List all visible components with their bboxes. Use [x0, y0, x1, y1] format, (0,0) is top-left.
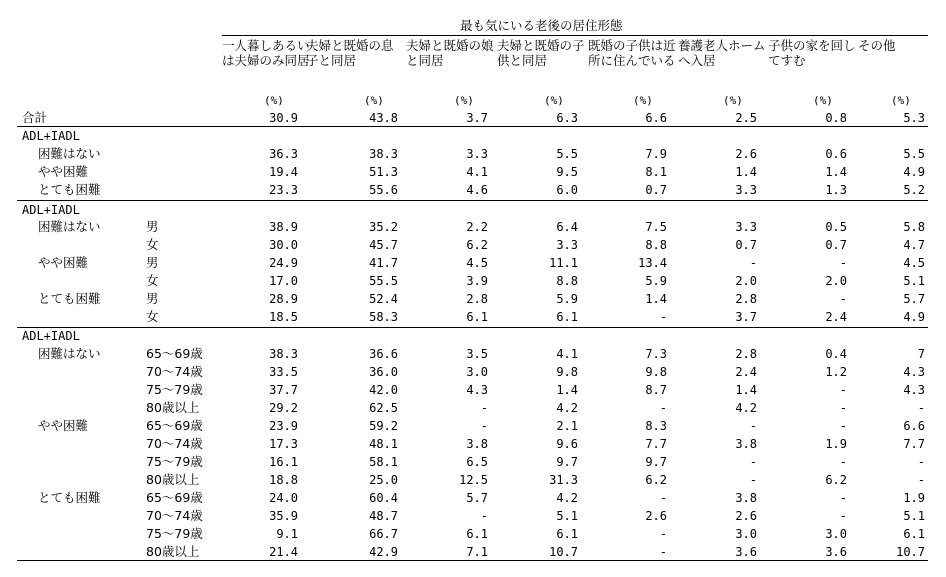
section2-row-cell: 0.5: [825, 220, 847, 234]
sub-label: 男: [146, 255, 159, 270]
total-row-cell: 3.7: [466, 111, 488, 125]
sub-label: 80歳以上: [146, 400, 200, 415]
section3-row-cell: 6.5: [466, 455, 488, 469]
total-row-cell: 6.3: [556, 111, 578, 125]
section3-row-cell: 38.3: [269, 347, 298, 361]
section3-row-cell: 42.0: [369, 383, 398, 397]
section2-row-cell: -: [659, 310, 667, 324]
section2-row-cell: 38.9: [269, 220, 298, 234]
section2-row-cell: 24.9: [269, 256, 298, 270]
sub-label: 男: [146, 219, 159, 234]
section2-row-cell: 17.0: [269, 274, 298, 288]
section2-row-cell: 6.2: [466, 238, 488, 252]
section2-row-cell: 2.2: [466, 220, 488, 234]
sub-label: 80歳以上: [146, 544, 200, 559]
section3-row-cell: -: [839, 491, 847, 505]
section3-row-cell: -: [839, 383, 847, 397]
section2-row-cell: 4.7: [903, 238, 925, 252]
section3-row-cell: 3.5: [466, 347, 488, 361]
section1-row-cell: 1.4: [825, 165, 847, 179]
unit-label: (%): [264, 94, 284, 107]
section3-row-cell: 6.1: [466, 527, 488, 541]
column-header: 夫婦と既婚の娘と同居: [406, 38, 494, 68]
section2-row-cell: -: [839, 256, 847, 270]
unit-label: (%): [454, 94, 474, 107]
section1-row-cell: 6.0: [556, 183, 578, 197]
section3-row-cell: 59.2: [369, 419, 398, 433]
column-header: 子供の家を回してすむ: [768, 38, 856, 68]
section-divider: [17, 200, 928, 201]
section2-row-cell: 11.1: [549, 256, 578, 270]
section2-row-cell: 5.1: [903, 274, 925, 288]
section3-row-cell: 3.6: [735, 545, 757, 559]
section3-row-cell: 33.5: [269, 365, 298, 379]
total-row-cell: 43.8: [369, 111, 398, 125]
section3-row-cell: -: [749, 455, 757, 469]
sub-label: 女: [146, 273, 159, 288]
section2-row-cell: 5.7: [903, 292, 925, 306]
total-row-cell: 2.5: [735, 111, 757, 125]
section-label: ADL+IADL: [22, 329, 80, 343]
section3-row-cell: 1.9: [825, 437, 847, 451]
section2-row-cell: 8.8: [556, 274, 578, 288]
section2-row-cell: 4.5: [466, 256, 488, 270]
section3-row-cell: 6.2: [825, 473, 847, 487]
section2-row-cell: 58.3: [369, 310, 398, 324]
section2-row-cell: -: [839, 292, 847, 306]
section3-row-cell: 8.3: [645, 419, 667, 433]
section1-row-cell: 1.4: [735, 165, 757, 179]
section2-row-cell: 6.4: [556, 220, 578, 234]
section3-row-cell: 1.4: [556, 383, 578, 397]
section1-row-cell: 8.1: [645, 165, 667, 179]
section2-row-cell: 18.5: [269, 310, 298, 324]
section3-row-cell: -: [839, 455, 847, 469]
section1-row-cell: 19.4: [269, 165, 298, 179]
section1-row-cell: 4.1: [466, 165, 488, 179]
section1-row-cell: 38.3: [369, 147, 398, 161]
section3-row-cell: -: [480, 401, 488, 415]
section3-row-cell: 7.3: [645, 347, 667, 361]
section3-row-cell: 10.7: [896, 545, 925, 559]
section3-row-cell: 10.7: [549, 545, 578, 559]
sub-label: 男: [146, 291, 159, 306]
group-label: 困難はない: [38, 346, 101, 361]
group-label: やや困難: [38, 255, 89, 270]
sub-label: 65～69歳: [146, 346, 203, 361]
section3-row-cell: 0.4: [825, 347, 847, 361]
column-header: 一人暮しあるいは夫婦のみ同居: [222, 38, 310, 68]
sub-label: 女: [146, 237, 159, 252]
section3-row-cell: 3.0: [825, 527, 847, 541]
row-label: やや困難: [38, 164, 89, 179]
title-underline: [222, 35, 928, 36]
section2-row-cell: 35.2: [369, 220, 398, 234]
section2-row-cell: 5.9: [556, 292, 578, 306]
section3-row-cell: 9.7: [645, 455, 667, 469]
section3-row-cell: 9.1: [276, 527, 298, 541]
section3-row-cell: 23.9: [269, 419, 298, 433]
section3-row-cell: 2.8: [735, 347, 757, 361]
section2-row-cell: 2.8: [735, 292, 757, 306]
column-header: 夫婦と既婚の子供と同居: [497, 38, 585, 68]
section3-row-cell: 48.1: [369, 437, 398, 451]
section2-row-cell: 41.7: [369, 256, 398, 270]
section3-row-cell: 36.0: [369, 365, 398, 379]
section2-row-cell: -: [749, 256, 757, 270]
total-row-cell: 0.8: [825, 111, 847, 125]
section2-row-cell: 0.7: [825, 238, 847, 252]
section3-row-cell: -: [659, 401, 667, 415]
section3-row-cell: -: [659, 491, 667, 505]
total-row-cell: 6.6: [645, 111, 667, 125]
section3-row-cell: 7.7: [903, 437, 925, 451]
section2-row-cell: 30.0: [269, 238, 298, 252]
section3-row-cell: 37.7: [269, 383, 298, 397]
sub-label: 65～69歳: [146, 418, 203, 433]
sub-label: 75～79歳: [146, 454, 203, 469]
section3-row-cell: 58.1: [369, 455, 398, 469]
section1-row-cell: 0.6: [825, 147, 847, 161]
section2-row-cell: 5.9: [645, 274, 667, 288]
column-header: 養護老人ホームへ入居: [678, 38, 766, 68]
group-label: とても困難: [38, 291, 101, 306]
section3-row-cell: 9.6: [556, 437, 578, 451]
section3-row-cell: 62.5: [369, 401, 398, 415]
section3-row-cell: 21.4: [269, 545, 298, 559]
section1-row-cell: 3.3: [735, 183, 757, 197]
section3-row-cell: 1.4: [735, 383, 757, 397]
section3-row-cell: 6.1: [903, 527, 925, 541]
column-header: その他: [858, 38, 896, 53]
section3-row-cell: 1.9: [903, 491, 925, 505]
section3-row-cell: 36.6: [369, 347, 398, 361]
section3-row-cell: 48.7: [369, 509, 398, 523]
section3-row-cell: 17.3: [269, 437, 298, 451]
group-label: とても困難: [38, 490, 101, 505]
section2-row-cell: 13.4: [638, 256, 667, 270]
section3-row-cell: -: [480, 509, 488, 523]
total-row-cell: 5.3: [903, 111, 925, 125]
section3-row-cell: -: [659, 545, 667, 559]
section3-row-cell: 2.6: [735, 509, 757, 523]
section3-row-cell: 1.2: [825, 365, 847, 379]
section3-row-cell: 4.2: [556, 401, 578, 415]
section3-row-cell: 9.7: [556, 455, 578, 469]
section3-row-cell: 4.3: [903, 365, 925, 379]
table-title: 最も気にいる老後の居住形態: [460, 18, 623, 33]
section2-row-cell: 4.5: [903, 256, 925, 270]
section3-row-cell: 3.8: [735, 437, 757, 451]
total-label: 合計: [22, 110, 48, 125]
unit-label: (%): [633, 94, 653, 107]
sub-label: 80歳以上: [146, 472, 200, 487]
section3-row-cell: 12.5: [459, 473, 488, 487]
section1-row-cell: 4.9: [903, 165, 925, 179]
unit-label: (%): [891, 94, 911, 107]
section3-row-cell: 60.4: [369, 491, 398, 505]
section2-row-cell: 7.5: [645, 220, 667, 234]
section3-row-cell: 6.2: [645, 473, 667, 487]
section2-row-cell: 2.4: [825, 310, 847, 324]
section3-row-cell: 4.3: [903, 383, 925, 397]
section-divider: [17, 327, 928, 328]
section1-row-cell: 36.3: [269, 147, 298, 161]
section1-row-cell: 7.9: [645, 147, 667, 161]
section3-row-cell: 3.8: [466, 437, 488, 451]
unit-label: (%): [364, 94, 384, 107]
sub-label: 75～79歳: [146, 382, 203, 397]
section3-row-cell: -: [749, 473, 757, 487]
section3-row-cell: 24.0: [269, 491, 298, 505]
section3-row-cell: 25.0: [369, 473, 398, 487]
section2-row-cell: 8.8: [645, 238, 667, 252]
section3-row-cell: 7.7: [645, 437, 667, 451]
section3-row-cell: 2.4: [735, 365, 757, 379]
section1-row-cell: 23.3: [269, 183, 298, 197]
section2-row-cell: 5.8: [903, 220, 925, 234]
section3-row-cell: 4.1: [556, 347, 578, 361]
section2-row-cell: 52.4: [369, 292, 398, 306]
section3-row-cell: 7.1: [466, 545, 488, 559]
sub-label: 70～74歳: [146, 508, 203, 523]
section1-row-cell: 5.5: [903, 147, 925, 161]
section3-row-cell: 3.0: [466, 365, 488, 379]
section1-row-cell: 2.6: [735, 147, 757, 161]
section3-row-cell: -: [917, 473, 925, 487]
section1-row-cell: 51.3: [369, 165, 398, 179]
section3-row-cell: 5.7: [466, 491, 488, 505]
unit-label: (%): [813, 94, 833, 107]
section3-row-cell: 3.6: [825, 545, 847, 559]
section2-row-cell: 1.4: [645, 292, 667, 306]
section3-row-cell: 3.0: [735, 527, 757, 541]
section3-row-cell: 29.2: [269, 401, 298, 415]
section3-row-cell: 9.8: [645, 365, 667, 379]
section1-row-cell: 0.7: [645, 183, 667, 197]
row-label: 困難はない: [38, 146, 101, 161]
section1-row-cell: 1.3: [825, 183, 847, 197]
section3-row-cell: 9.8: [556, 365, 578, 379]
section3-row-cell: 5.1: [903, 509, 925, 523]
section3-row-cell: 8.7: [645, 383, 667, 397]
section2-row-cell: 45.7: [369, 238, 398, 252]
section2-row-cell: 6.1: [556, 310, 578, 324]
sub-label: 女: [146, 309, 159, 324]
section3-row-cell: -: [917, 455, 925, 469]
section3-row-cell: 3.8: [735, 491, 757, 505]
section2-row-cell: 2.0: [735, 274, 757, 288]
section1-row-cell: 3.3: [466, 147, 488, 161]
section2-row-cell: 3.9: [466, 274, 488, 288]
section1-row-cell: 9.5: [556, 165, 578, 179]
section2-row-cell: 3.3: [556, 238, 578, 252]
section2-row-cell: 6.1: [466, 310, 488, 324]
section2-row-cell: 3.7: [735, 310, 757, 324]
section3-row-cell: 6.6: [903, 419, 925, 433]
unit-label: (%): [723, 94, 743, 107]
section3-row-cell: 18.8: [269, 473, 298, 487]
section-label: ADL+IADL: [22, 129, 80, 143]
section1-row-cell: 5.5: [556, 147, 578, 161]
group-label: 困難はない: [38, 219, 101, 234]
section3-row-cell: 7: [917, 347, 925, 361]
section3-row-cell: 66.7: [369, 527, 398, 541]
section1-row-cell: 55.6: [369, 183, 398, 197]
row-label: とても困難: [38, 182, 101, 197]
section3-row-cell: -: [917, 401, 925, 415]
section3-row-cell: 31.3: [549, 473, 578, 487]
section-label: ADL+IADL: [22, 203, 80, 217]
section3-row-cell: 4.3: [466, 383, 488, 397]
group-label: やや困難: [38, 418, 89, 433]
section3-row-cell: -: [659, 527, 667, 541]
sub-label: 75～79歳: [146, 526, 203, 541]
section3-row-cell: 5.1: [556, 509, 578, 523]
section3-row-cell: 4.2: [735, 401, 757, 415]
section2-row-cell: 28.9: [269, 292, 298, 306]
section-divider: [17, 126, 928, 127]
section3-row-cell: -: [749, 419, 757, 433]
sub-label: 65～69歳: [146, 490, 203, 505]
section1-row-cell: 4.6: [466, 183, 488, 197]
section2-row-cell: 3.3: [735, 220, 757, 234]
section3-row-cell: -: [839, 509, 847, 523]
total-row-cell: 30.9: [269, 111, 298, 125]
sub-label: 70～74歳: [146, 436, 203, 451]
section3-row-cell: 42.9: [369, 545, 398, 559]
section3-row-cell: 35.9: [269, 509, 298, 523]
section3-row-cell: 2.1: [556, 419, 578, 433]
section3-row-cell: -: [839, 401, 847, 415]
section3-row-cell: 6.1: [556, 527, 578, 541]
section3-row-cell: -: [839, 419, 847, 433]
section2-row-cell: 2.8: [466, 292, 488, 306]
section3-row-cell: 2.6: [645, 509, 667, 523]
table-bottom-border: [17, 560, 928, 561]
section2-row-cell: 55.5: [369, 274, 398, 288]
section2-row-cell: 2.0: [825, 274, 847, 288]
sub-label: 70～74歳: [146, 364, 203, 379]
section2-row-cell: 4.9: [903, 310, 925, 324]
column-header: 夫婦と既婚の息子と同居: [306, 38, 394, 68]
section1-row-cell: 5.2: [903, 183, 925, 197]
unit-label: (%): [544, 94, 564, 107]
column-header: 既婚の子供は近所に住んでいる: [588, 38, 676, 68]
section3-row-cell: -: [480, 419, 488, 433]
section2-row-cell: 0.7: [735, 238, 757, 252]
section3-row-cell: 4.2: [556, 491, 578, 505]
section3-row-cell: 16.1: [269, 455, 298, 469]
